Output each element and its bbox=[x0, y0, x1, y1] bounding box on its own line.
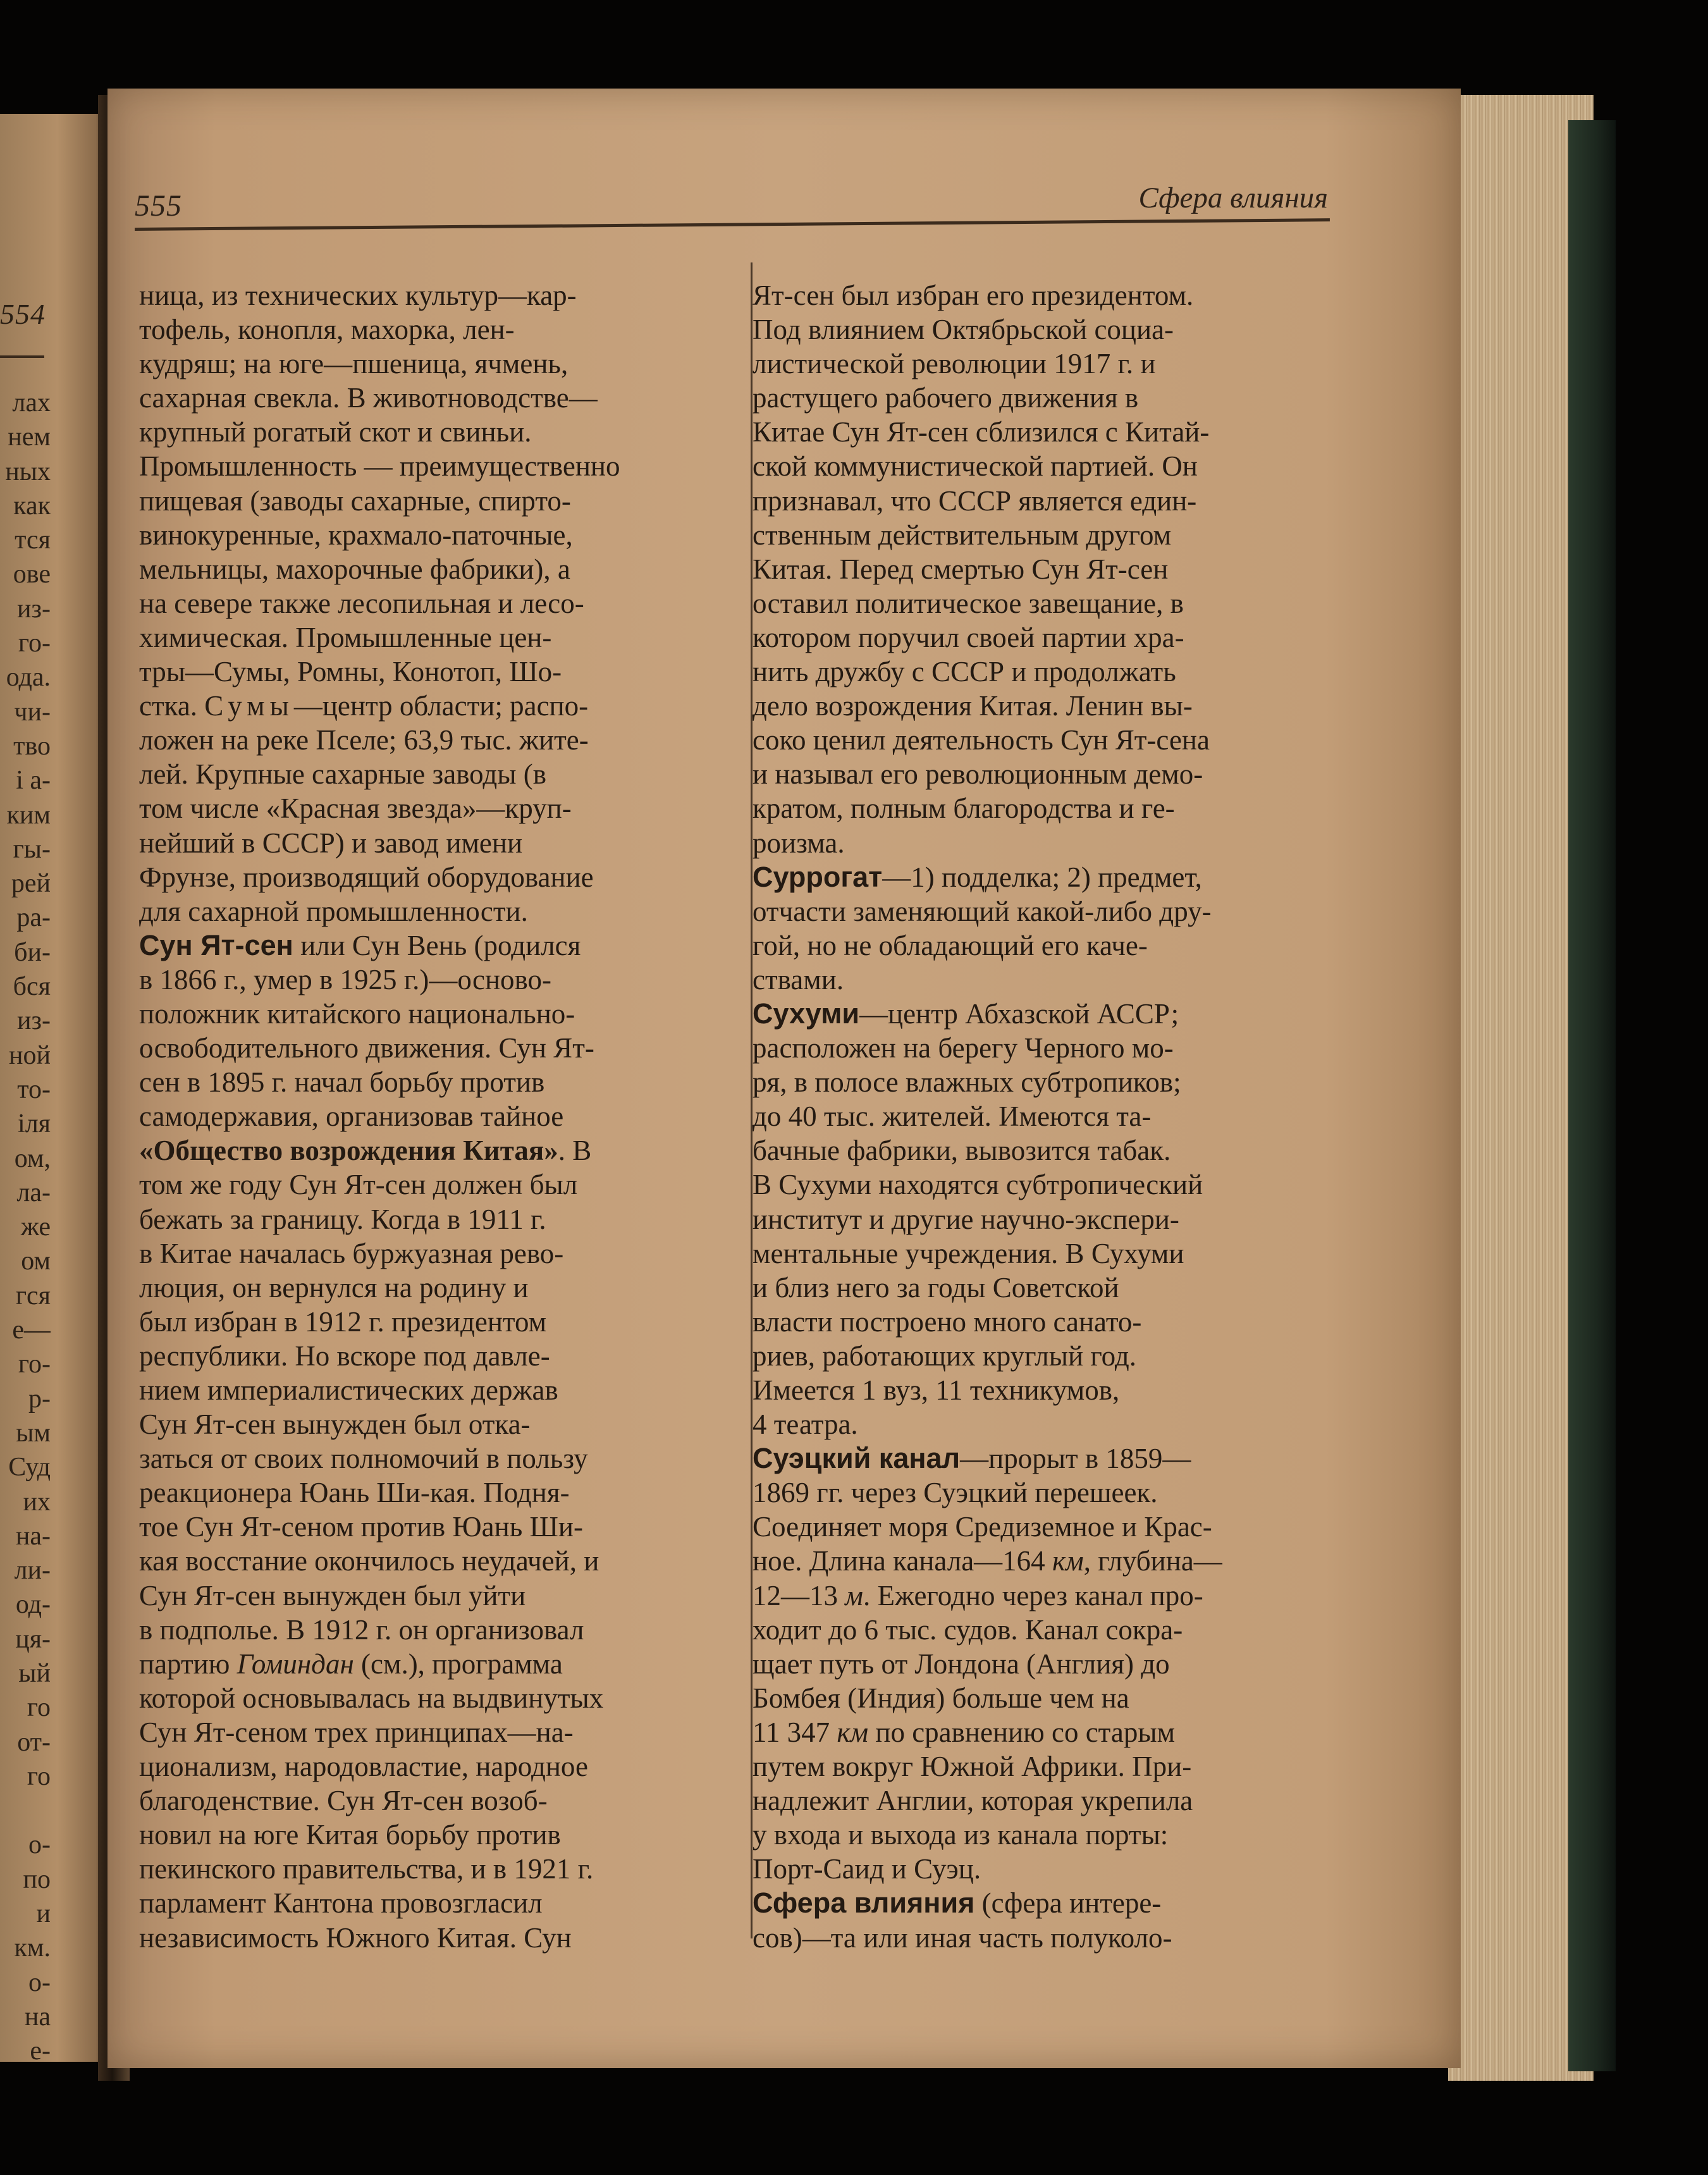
previous-page-fragment: го bbox=[27, 1761, 51, 1791]
text-run: тое Сун Ят-сеном против Юань Ши- bbox=[139, 1511, 583, 1543]
text-run: в подполье. В 1912 г. он организовал bbox=[139, 1613, 584, 1646]
text-line bbox=[139, 963, 721, 997]
text-run: нить дружбу с СССР и продолжать bbox=[753, 656, 1176, 688]
text-line bbox=[139, 1202, 721, 1236]
previous-page-fragment: ове bbox=[13, 560, 51, 589]
text-run: Сун Ят-сен вынужден был уйти bbox=[139, 1579, 526, 1611]
text-run: был избран в 1912 г. президентом bbox=[139, 1305, 547, 1338]
text-run: ской коммунистической партией. Он bbox=[753, 450, 1198, 483]
previous-page-fragment: бся bbox=[13, 972, 51, 1002]
text-line bbox=[753, 1065, 1337, 1099]
text-run: химическая. Промышленные цен- bbox=[139, 621, 552, 653]
text-line bbox=[139, 1613, 721, 1647]
text-run: бачные фабрики, вывозится табак. bbox=[753, 1135, 1171, 1167]
text-run: бежать за границу. Когда в 1911 г. bbox=[139, 1203, 546, 1235]
book-cover-edge bbox=[1568, 120, 1616, 2071]
previous-page-fragment: рей bbox=[11, 869, 51, 899]
text-run: растущего рабочего движения в bbox=[753, 382, 1139, 414]
text-run: благоденствие. Сун Ят-сен возоб- bbox=[139, 1785, 548, 1817]
previous-page-fragment: Суд bbox=[8, 1453, 51, 1482]
text-line bbox=[139, 1099, 721, 1133]
previous-page-fragment: од- bbox=[15, 1590, 51, 1620]
text-line bbox=[139, 757, 721, 791]
text-line bbox=[753, 1784, 1337, 1818]
text-run: Сун Ят-сеном трех принципах—на- bbox=[139, 1716, 574, 1748]
previous-page-fragment: о- bbox=[28, 1830, 51, 1860]
text-run: соко ценил деятельность Сун Ят-сена bbox=[753, 724, 1210, 756]
previous-page-fragment: ця- bbox=[15, 1624, 51, 1654]
text-line bbox=[139, 860, 721, 894]
text-run: или Сун Вень (родился bbox=[293, 929, 581, 961]
text-line bbox=[139, 1305, 721, 1339]
text-run: ходит до 6 тыс. судов. Канал сокра- bbox=[753, 1613, 1183, 1646]
text-line bbox=[753, 1476, 1337, 1510]
previous-page-fragment: ной bbox=[9, 1040, 51, 1070]
text-run: . Ежегодно через канал про- bbox=[863, 1579, 1203, 1611]
previous-page-fragment: ода. bbox=[6, 663, 51, 693]
text-line bbox=[139, 1133, 721, 1168]
text-line bbox=[753, 757, 1337, 791]
text-run: путем вокруг Южной Африки. При- bbox=[753, 1751, 1192, 1783]
previous-page-fragment: на- bbox=[15, 1521, 51, 1551]
previous-page-fragment: го bbox=[27, 1693, 51, 1723]
text-run: лей. Крупные сахарные заводы (в bbox=[139, 758, 546, 791]
text-line bbox=[139, 1681, 721, 1715]
text-run: 1869 гг. через Суэцкий перешеек. bbox=[753, 1477, 1158, 1509]
text-line bbox=[139, 1579, 721, 1613]
text-run: , глубина— bbox=[1083, 1545, 1222, 1577]
text-run: парламент Кантона провозгласил bbox=[139, 1887, 543, 1919]
text-line bbox=[753, 723, 1337, 757]
text-line bbox=[139, 1407, 721, 1441]
text-run: крупный рогатый скот и свиньи. bbox=[139, 416, 532, 448]
text-line bbox=[139, 1476, 721, 1510]
text-line bbox=[753, 826, 1337, 860]
text-run: 12—13 bbox=[753, 1579, 845, 1611]
text-run: «Общество возрождения Китая» bbox=[139, 1135, 558, 1167]
text-run: в Китае началась буржуазная рево- bbox=[139, 1237, 564, 1269]
previous-page-fragment: р- bbox=[28, 1384, 51, 1414]
text-run: Порт-Саид и Суэц. bbox=[753, 1853, 981, 1885]
previous-page-text-fragments bbox=[0, 386, 51, 2069]
text-run: которой основывалась на выдвинутых bbox=[139, 1682, 604, 1714]
previous-page-fragment: же bbox=[20, 1212, 51, 1242]
text-run: Под влиянием Октябрьской социа- bbox=[753, 314, 1174, 346]
text-line bbox=[753, 1099, 1337, 1133]
text-line bbox=[753, 860, 1337, 894]
text-run: м bbox=[845, 1579, 863, 1611]
previous-page-number: 554 bbox=[0, 298, 46, 330]
previous-page-fragment: как bbox=[13, 491, 51, 521]
previous-page-fragment: тво bbox=[13, 731, 51, 761]
previous-page-fragment: ом, bbox=[14, 1143, 51, 1173]
text-line bbox=[139, 723, 721, 757]
text-run: Китая. Перед смертью Сун Ят-сен bbox=[753, 553, 1169, 585]
text-line bbox=[753, 997, 1337, 1031]
text-line bbox=[753, 1681, 1337, 1715]
text-line bbox=[139, 484, 721, 518]
text-line bbox=[753, 312, 1337, 347]
text-line bbox=[753, 1305, 1337, 1339]
previous-page-fragment: і а- bbox=[16, 766, 51, 796]
text-run: нием империалистических держав bbox=[139, 1374, 558, 1406]
text-run: партию bbox=[139, 1648, 237, 1680]
previous-page-fragment: го- bbox=[18, 1350, 51, 1379]
previous-page-fragment: о- bbox=[28, 1968, 51, 1997]
text-line bbox=[753, 655, 1337, 689]
text-run: Сумы bbox=[204, 690, 294, 722]
previous-page-fragment: е- bbox=[30, 2036, 51, 2066]
text-run: признавал, что СССР является един- bbox=[753, 484, 1197, 517]
text-line bbox=[139, 449, 721, 483]
text-line bbox=[139, 1168, 721, 1202]
text-run: (сфера интере- bbox=[974, 1887, 1162, 1919]
text-line bbox=[139, 928, 721, 963]
previous-page bbox=[0, 114, 104, 2066]
previous-page-fragment: ных bbox=[5, 457, 51, 486]
text-run: по сравнению со старым bbox=[868, 1716, 1176, 1748]
text-run: мельницы, махорочные фабрики), а bbox=[139, 553, 570, 585]
text-line bbox=[139, 620, 721, 655]
text-line bbox=[139, 1647, 721, 1681]
text-run: В Сухуми находятся субтропический bbox=[753, 1169, 1203, 1201]
right-column bbox=[753, 278, 1337, 1955]
text-run: до 40 тыс. жителей. Имеются та- bbox=[753, 1100, 1152, 1133]
text-line bbox=[139, 1339, 721, 1373]
text-line bbox=[139, 381, 721, 415]
text-line bbox=[753, 1441, 1337, 1476]
text-run: винокуренные, крахмало-паточные, bbox=[139, 519, 573, 551]
text-run: роизма. bbox=[753, 827, 845, 859]
text-run: надлежит Англии, которая укрепила bbox=[753, 1785, 1193, 1817]
text-line bbox=[139, 1921, 721, 1955]
text-run: республики. Но вскоре под давле- bbox=[139, 1340, 550, 1372]
text-run: заться от своих полномочий в пользу bbox=[139, 1443, 588, 1475]
text-line bbox=[139, 1784, 721, 1818]
text-run: . В bbox=[558, 1135, 592, 1167]
text-line bbox=[753, 518, 1337, 552]
running-head: Сфера влияния bbox=[1138, 182, 1328, 214]
text-run: институт и другие научно-экспери- bbox=[753, 1203, 1179, 1235]
page-number: 555 bbox=[135, 189, 182, 223]
text-run: ствами. bbox=[753, 963, 844, 995]
text-run: —центр Абхазской АССР; bbox=[859, 997, 1179, 1030]
text-line bbox=[139, 1510, 721, 1544]
text-run: ница, из технических культур—кар- bbox=[139, 280, 577, 311]
text-line bbox=[753, 1852, 1337, 1886]
text-line bbox=[753, 586, 1337, 620]
text-line bbox=[139, 552, 721, 586]
entry-term: Суэцкий канал bbox=[753, 1442, 961, 1475]
text-run: кудряш; на юге—пшеница, ячмень, bbox=[139, 348, 568, 380]
text-line bbox=[139, 826, 721, 860]
text-run: и близ него за годы Советской bbox=[753, 1271, 1119, 1303]
previous-page-fragment: би- bbox=[14, 937, 51, 967]
previous-page-fragment: на bbox=[24, 2002, 51, 2031]
previous-page-fragment: ым bbox=[16, 1418, 51, 1448]
text-line bbox=[753, 1647, 1337, 1681]
text-line bbox=[753, 1886, 1337, 1920]
text-run: отчасти заменяющий какой-либо дру- bbox=[753, 895, 1212, 927]
text-run: Фрунзе, производящий оборудование bbox=[139, 861, 594, 893]
text-line bbox=[753, 1271, 1337, 1305]
text-run: Бомбея (Индия) больше чем на bbox=[753, 1682, 1129, 1714]
text-run: 4 театра. bbox=[753, 1408, 858, 1441]
text-run: в 1866 г., умер в 1925 г.)—осново- bbox=[139, 963, 551, 995]
text-line bbox=[139, 1373, 721, 1407]
text-line bbox=[753, 1133, 1337, 1168]
text-line bbox=[753, 347, 1337, 381]
text-line bbox=[753, 1579, 1337, 1613]
text-run: —1) подделка; 2) предмет, bbox=[882, 861, 1202, 893]
text-run: Соединяет моря Средиземное и Крас- bbox=[753, 1511, 1212, 1543]
text-run: Гоминдан bbox=[237, 1648, 354, 1680]
previous-page-fragment: іля bbox=[18, 1109, 51, 1139]
text-line bbox=[139, 312, 721, 347]
text-line bbox=[753, 620, 1337, 655]
previous-page-fragment: го- bbox=[18, 629, 51, 658]
text-line bbox=[753, 1715, 1337, 1749]
text-line bbox=[753, 1544, 1337, 1578]
previous-page-fragment: из- bbox=[16, 1006, 51, 1036]
previous-page-fragment: то- bbox=[17, 1075, 51, 1104]
previous-page-fragment: ра- bbox=[16, 903, 51, 933]
text-line bbox=[753, 1613, 1337, 1647]
text-run: (см.), программа bbox=[353, 1648, 563, 1680]
text-line bbox=[139, 1749, 721, 1784]
previous-page-fragment: из- bbox=[16, 594, 51, 624]
text-line bbox=[139, 655, 721, 689]
text-run: сахарная свекла. В животноводстве— bbox=[139, 382, 598, 414]
text-run: сен в 1895 г. начал борьбу против bbox=[139, 1066, 545, 1099]
text-line bbox=[753, 1339, 1337, 1373]
text-line bbox=[753, 552, 1337, 586]
text-run: 11 347 bbox=[753, 1716, 837, 1748]
text-line bbox=[753, 791, 1337, 825]
entry-term: Суррогат bbox=[753, 860, 883, 893]
text-run: положник китайского национально- bbox=[139, 997, 575, 1030]
text-line bbox=[753, 1031, 1337, 1065]
previous-page-fragment: и bbox=[36, 1899, 51, 1929]
text-line bbox=[139, 689, 721, 723]
previous-page-fragment: ый bbox=[18, 1658, 51, 1688]
text-run: км bbox=[837, 1716, 869, 1748]
text-line bbox=[139, 518, 721, 552]
text-run: ментальные учреждения. В Сухуми bbox=[753, 1237, 1184, 1269]
text-line bbox=[139, 791, 721, 825]
previous-page-fragment: гся bbox=[15, 1281, 51, 1310]
text-run: дело возрождения Китая. Ленин вы- bbox=[753, 690, 1193, 722]
text-run: пекинского правительства, и в 1921 г. bbox=[139, 1853, 594, 1885]
text-run: Сун Ят-сен вынужден был отка- bbox=[139, 1408, 531, 1441]
text-run: для сахарной промышленности. bbox=[139, 895, 528, 927]
text-run: котором поручил своей партии хра- bbox=[753, 621, 1184, 653]
text-run: стка. bbox=[139, 690, 205, 722]
text-run: власти построено много санато- bbox=[753, 1305, 1142, 1338]
text-run: щает путь от Лондона (Англия) до bbox=[753, 1648, 1170, 1680]
text-run: том числе «Красная звезда»—круп- bbox=[139, 792, 572, 825]
previous-page-fragment: гы- bbox=[13, 834, 51, 864]
text-line bbox=[753, 1168, 1337, 1202]
text-line bbox=[139, 894, 721, 928]
text-line bbox=[753, 963, 1337, 997]
text-run: освободительного движения. Сун Ят- bbox=[139, 1032, 594, 1064]
text-line bbox=[139, 1818, 721, 1852]
entry-term: Сухуми bbox=[753, 997, 860, 1030]
text-line bbox=[139, 586, 721, 620]
text-run: км bbox=[1052, 1545, 1084, 1577]
text-run: кратом, полным благородства и ге- bbox=[753, 792, 1175, 825]
text-line bbox=[753, 1202, 1337, 1236]
text-run: оставил политическое завещание, в bbox=[753, 587, 1184, 619]
previous-page-fragment: ом bbox=[21, 1247, 51, 1276]
text-run: ря, в полосе влажных субтропиков; bbox=[753, 1066, 1181, 1099]
text-run: новил на юге Китая борьбу против bbox=[139, 1819, 561, 1851]
text-run: риев, работающих круглый год. bbox=[753, 1340, 1137, 1372]
text-run: нейший в СССР) и завод имени bbox=[139, 827, 523, 859]
text-line bbox=[753, 689, 1337, 723]
text-run: Имеется 1 вуз, 11 техникумов, bbox=[753, 1374, 1120, 1406]
previous-page-fragment: тся bbox=[15, 526, 51, 555]
text-run: Китае Сун Ят-сен сблизился с Китай- bbox=[753, 416, 1210, 448]
text-line bbox=[753, 484, 1337, 518]
text-line bbox=[139, 997, 721, 1031]
text-run: люция, он вернулся на родину и bbox=[139, 1271, 529, 1303]
text-run: кая восстание окончилось неудачей, и bbox=[139, 1545, 599, 1577]
previous-page-fragment: км. bbox=[14, 1933, 51, 1963]
text-line bbox=[139, 1031, 721, 1065]
text-line bbox=[139, 1065, 721, 1099]
text-line bbox=[753, 415, 1337, 449]
text-line bbox=[753, 1818, 1337, 1852]
text-run: —прорыт в 1859— bbox=[960, 1443, 1191, 1475]
text-run: ложен на реке Пселе; 63,9 тыс. жите- bbox=[139, 724, 589, 756]
text-line bbox=[139, 1544, 721, 1578]
text-run: на севере также лесопильная и лесо- bbox=[139, 587, 584, 619]
previous-page-fragment: ли- bbox=[14, 1556, 51, 1586]
text-line bbox=[139, 347, 721, 381]
text-run: ственным действительным другом bbox=[753, 519, 1172, 551]
text-run: и называл его революционным демо- bbox=[753, 758, 1203, 791]
left-column bbox=[139, 278, 721, 1955]
previous-page-fragment: ким bbox=[6, 800, 51, 830]
text-run: —центр области; распо- bbox=[293, 690, 589, 722]
text-line bbox=[139, 1236, 721, 1271]
text-line bbox=[139, 278, 721, 312]
text-run: расположен на берегу Черного мо- bbox=[753, 1032, 1174, 1064]
text-line bbox=[753, 1749, 1337, 1784]
text-run: тофель, конопля, махорка, лен- bbox=[139, 314, 515, 346]
text-line bbox=[753, 1373, 1337, 1407]
text-run: тры—Сумы, Ромны, Конотоп, Шо- bbox=[139, 656, 562, 688]
text-line bbox=[139, 1886, 721, 1920]
text-run: Ят-сен был избран его президентом. bbox=[753, 280, 1194, 311]
previous-page-fragment bbox=[0, 1794, 51, 1828]
text-run: пищевая (заводы сахарные, спирто- bbox=[139, 484, 571, 517]
text-line bbox=[753, 278, 1337, 312]
previous-page-fragment: по bbox=[23, 1864, 51, 1894]
previous-page-fragment: ла- bbox=[16, 1178, 51, 1207]
previous-page-header-rule bbox=[0, 355, 44, 358]
previous-page-fragment: их bbox=[23, 1487, 51, 1517]
text-run: сов)—та или иная часть полуколо- bbox=[753, 1921, 1172, 1954]
text-line bbox=[753, 928, 1337, 963]
text-line bbox=[753, 1921, 1337, 1955]
text-run: том же году Сун Ят-сен должен был bbox=[139, 1169, 578, 1201]
text-run: гой, но не обладающий его каче- bbox=[753, 929, 1148, 961]
previous-page-fragment: нем bbox=[8, 422, 51, 452]
previous-page-fragment: е— bbox=[12, 1315, 51, 1345]
text-run: ное. Длина канала—164 bbox=[753, 1545, 1052, 1577]
text-line bbox=[139, 1441, 721, 1476]
previous-page-fragment: чи- bbox=[14, 697, 51, 727]
text-line bbox=[753, 1407, 1337, 1441]
text-run: листической революции 1917 г. и bbox=[753, 348, 1156, 380]
entry-term: Сфера влияния bbox=[753, 1887, 975, 1919]
text-line bbox=[753, 449, 1337, 483]
text-line bbox=[139, 415, 721, 449]
text-run: независимость Южного Китая. Сун bbox=[139, 1921, 572, 1954]
text-line bbox=[139, 1852, 721, 1886]
text-run: самодержавия, организовав тайное bbox=[139, 1100, 564, 1133]
text-line bbox=[139, 1271, 721, 1305]
text-run: ционализм, народовластие, народное bbox=[139, 1751, 588, 1783]
text-run: Промышленность — преимущественно bbox=[139, 450, 620, 483]
text-run: у входа и выхода из канала порты: bbox=[753, 1819, 1169, 1851]
previous-page-fragment: лах bbox=[12, 388, 51, 417]
text-line bbox=[753, 1236, 1337, 1271]
text-line bbox=[139, 1715, 721, 1749]
text-line bbox=[753, 1510, 1337, 1544]
text-line bbox=[753, 894, 1337, 928]
entry-term: Сун Ят-сен bbox=[139, 928, 293, 961]
text-run: реакционера Юань Ши-кая. Подня- bbox=[139, 1477, 570, 1509]
previous-page-fragment: от- bbox=[17, 1727, 51, 1757]
text-line bbox=[753, 381, 1337, 415]
